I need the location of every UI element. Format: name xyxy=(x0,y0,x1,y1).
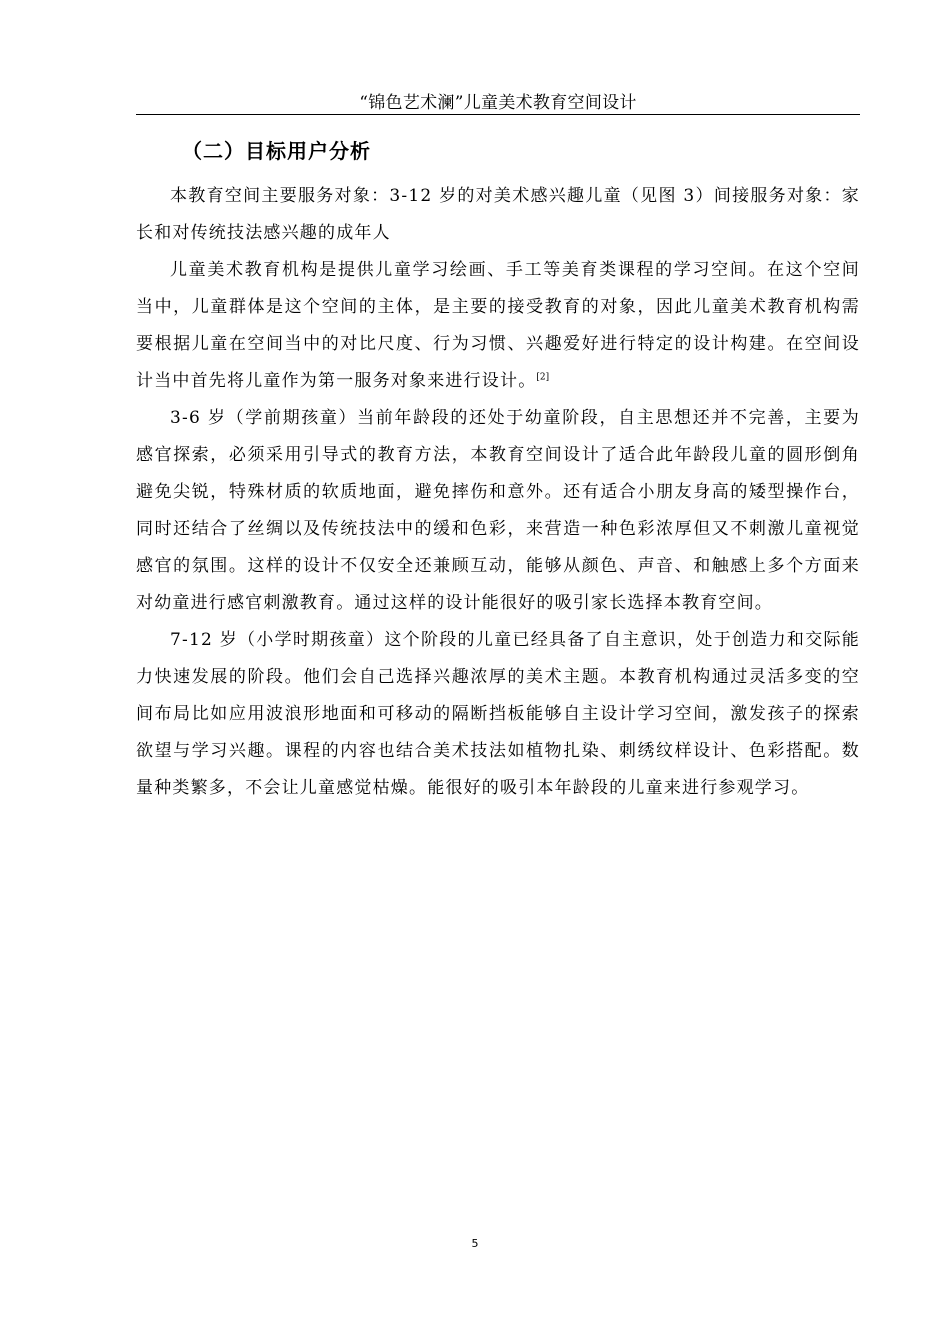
paragraph-age-3-6: 3-6 岁（学前期孩童）当前年龄段的还处于幼童阶段，自主思想还并不完善，主要为感官探索，必须采用引导式的教育方法，本教育空间设计了适合此年龄段儿童的圆形倒角避免尖锐，特殊材质的软质地面，避免摔伤和意外。还有适合小朋友身高的矮型操作台，同时还结合了丝绸以及传统技法中的缓和色彩，来营造一种色彩浓厚但又不刺激儿童视觉感官的氛围。这样的设计不仅安全还兼顾互动，能够从颜色、声音、和触感上多个方面来对幼童进行感官刺激教育。通过这样的设计能很好的吸引家长选择本教育空间。 xyxy=(136,408,860,613)
body-text xyxy=(136,178,860,807)
paragraph-service-targets: 本教育空间主要服务对象：3-12 岁的对美术感兴趣儿童（见图 3）间接服务对象：家长和对传统技法感兴趣的成年人 xyxy=(136,186,860,243)
page-number: 5 xyxy=(471,1237,479,1250)
running-header-title: “锦色艺术澜”儿童美术教育空间设计 xyxy=(359,93,637,113)
section-heading: （二）目标用户分析 xyxy=(182,139,371,163)
paragraph-age-7-12: 7-12 岁（小学时期孩童）这个阶段的儿童已经具备了自主意识，处于创造力和交际能力快速发展的阶段。他们会自己选择兴趣浓厚的美术主题。本教育机构通过灵活多变的空间布局比如应用波浪形地面和可移动的隔断挡板能够自主设计学习空间，激发孩子的探索欲望与学习兴趣。课程的内容也结合美术技法如植物扎染、刺绣纹样设计、色彩搭配。数量种类繁多，不会让儿童感觉枯燥。能很好的吸引本年龄段的儿童来进行参观学习。 xyxy=(136,630,860,798)
paragraph-institution-overview: 儿童美术教育机构是提供儿童学习绘画、手工等美育类课程的学习空间。在这个空间当中，儿童群体是这个空间的主体，是主要的接受教育的对象，因此儿童美术教育机构需要根据儿童在空间当中的对比尺度、行为习惯、兴趣爱好进行特定的设计构建。在空间设计当中首先将儿童作为第一服务对象来进行设计。[2] xyxy=(136,260,860,391)
citation-reference[interactable]: [2] xyxy=(536,372,550,383)
header-divider xyxy=(136,114,860,115)
